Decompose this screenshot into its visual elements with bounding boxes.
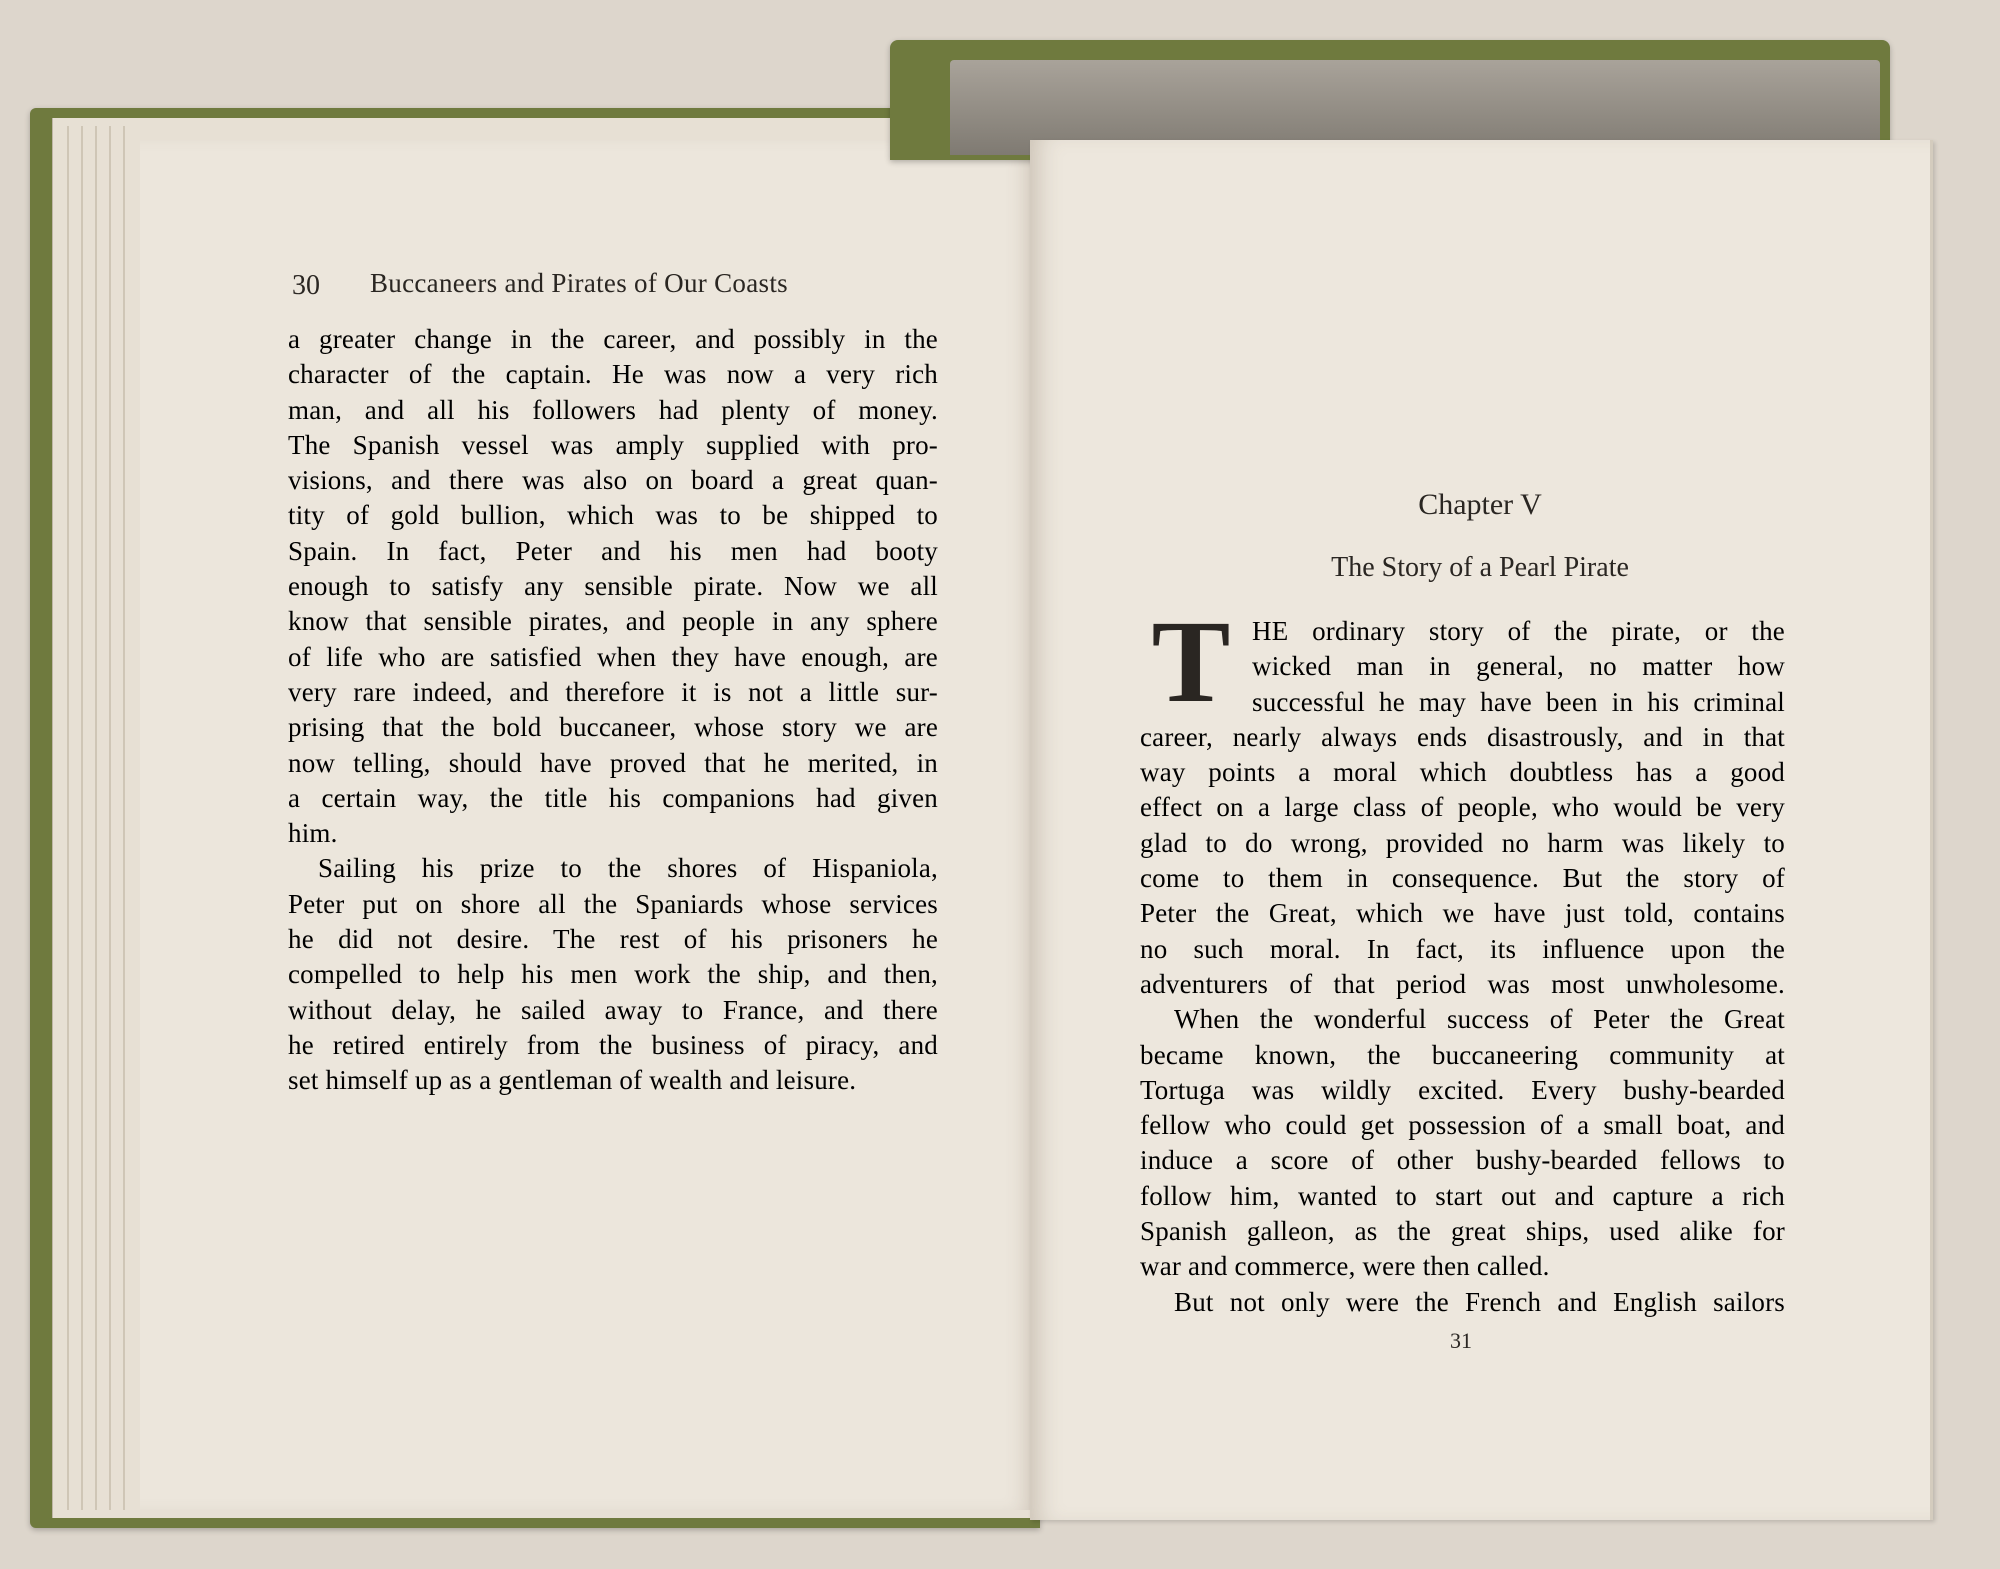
text-line: he did not desire. The rest of his prisoners he — [288, 924, 938, 955]
text-line: man, and all his followers had plenty of money. — [288, 394, 938, 425]
text-line: him. — [288, 818, 338, 849]
text-line: set himself up as a gentleman of wealth and leisure. — [288, 1065, 857, 1096]
drop-cap: T — [1151, 596, 1231, 727]
page-edge — [81, 126, 83, 1510]
text-line: way points a moral which doubtless has a good — [1140, 757, 1785, 788]
text-line: visions, and there was also on board a great quan- — [288, 465, 938, 496]
left-page-number: 30 — [292, 270, 320, 301]
text-line: a greater change in the career, and possibly in the — [288, 324, 938, 354]
text-line: The Spanish vessel was amply supplied with pro- — [288, 429, 938, 460]
page-edge — [123, 126, 125, 1510]
page-edge — [67, 126, 69, 1510]
text-line: Spanish galleon, as the great ships, used alike for — [1140, 1216, 1785, 1247]
text-line: became known, the buccaneering community at — [1140, 1039, 1785, 1070]
text-line: career, nearly always ends disastrously, and in that — [1140, 721, 1785, 752]
paragraph — [1140, 1002, 1785, 1284]
running-head: Buccaneers and Pirates of Our Coasts — [370, 268, 788, 298]
text-line: tity of gold bullion, which was to be shipped to — [288, 500, 938, 531]
text-line: induce a score of other bushy-bearded fellows to — [1140, 1145, 1785, 1176]
page-edge — [95, 126, 97, 1510]
text-line: come to them in consequence. But the story of — [1140, 863, 1785, 894]
text-line: Tortuga was wildly excited. Every bushy-bearded — [1140, 1074, 1785, 1105]
text-line: adventurers of that period was most unwholesome. — [1140, 968, 1785, 999]
chapter-subtitle: The Story of a Pearl Pirate — [1331, 552, 1629, 583]
text-line: glad to do wrong, provided no harm was likely to — [1140, 827, 1785, 858]
text-line: no such moral. In fact, its influence upon the — [1140, 933, 1785, 964]
text-line: very rare indeed, and therefore it is not a little sur- — [288, 676, 938, 707]
text-line: he retired entirely from the business of piracy, and — [288, 1029, 938, 1060]
text-line: follow him, wanted to start out and capture a rich — [1140, 1180, 1785, 1211]
text-line: now telling, should have proved that he merited, in — [288, 747, 938, 778]
text-line: fellow who could get possession of a small boat, and — [1140, 1110, 1785, 1141]
text-line: a certain way, the title his companions had given — [288, 782, 938, 813]
right-page-body — [1140, 596, 1785, 1320]
text-line: compelled to help his men work the ship, and then, — [288, 959, 938, 990]
text-line: effect on a large class of people, who would be very — [1140, 792, 1785, 823]
text-line: war and commerce, were then called. — [1140, 1251, 1550, 1282]
paragraph — [288, 322, 938, 851]
text-line: HE ordinary story of the pirate, or the — [1252, 616, 1785, 646]
text-line: without delay, he sailed away to France, and there — [288, 994, 938, 1025]
text-line: Peter put on shore all the Spaniards whose services — [288, 888, 938, 919]
text-line: wicked man in general, no matter how — [1252, 651, 1785, 682]
chapter-heading: Chapter V — [1418, 488, 1542, 521]
page-edge — [109, 126, 111, 1510]
paragraph — [1140, 596, 1785, 1002]
text-line: character of the captain. He was now a very rich — [288, 359, 938, 390]
paragraph — [288, 851, 938, 1098]
text-line: of life who are satisfied when they have enough, are — [288, 641, 938, 672]
right-page-number: 31 — [1450, 1328, 1472, 1353]
text-line: successful he may have been in his criminal — [1252, 686, 1785, 717]
text-line: enough to satisfy any sensible pirate. Now we all — [288, 571, 938, 602]
text-line: prising that the bold buccaneer, whose story we are — [288, 712, 938, 743]
text-line: When the wonderful success of Peter the Great — [1174, 1004, 1785, 1035]
text-line: know that sensible pirates, and people in any sphere — [288, 606, 938, 637]
paragraph — [1140, 1285, 1785, 1320]
text-line: Peter the Great, which we have just told, contains — [1140, 898, 1785, 929]
text-line: Spain. In fact, Peter and his men had booty — [288, 535, 938, 566]
text-line: But not only were the French and English sailors — [1174, 1286, 1785, 1317]
left-page-body — [288, 322, 938, 1099]
text-line: Sailing his prize to the shores of Hispaniola, — [318, 853, 938, 884]
